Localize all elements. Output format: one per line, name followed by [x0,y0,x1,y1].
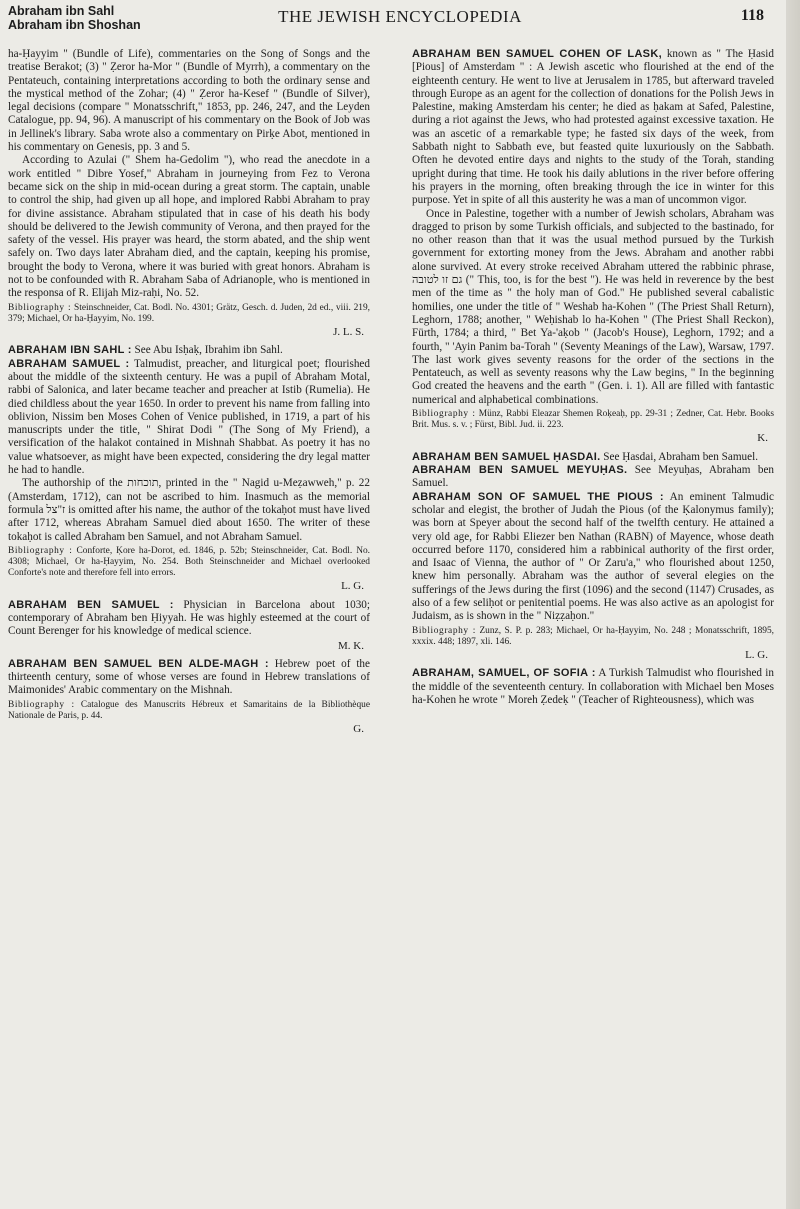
bibliography-text: Catalogue des Manuscrits Hébreux et Samaritains de la Bibliothèque Nationale de Paris, p. 44. [8,699,370,721]
entry [8,658,370,698]
bibliography-label: Bibliography : [412,409,476,420]
entry-title: ABRAHAM BEN SAMUEL MEYUḤAS. [412,464,628,477]
bibliography-label: Bibliography : [8,699,75,710]
bibliography [8,303,370,325]
page-edge [786,0,800,1209]
running-head-last-entry: Abraham ibn Shoshan [8,18,141,32]
entry [8,599,370,639]
entry [412,464,774,491]
bibliography-text: Zunz, S. P. p. 283; Michael, Or ha-Ḥayyim, No. 248 ; Monatsschrift, 1895, xxxix. 448; 1897, xli. 146. [412,625,775,647]
author-initials: L. G. [745,648,768,661]
entry-title: ABRAHAM BEN SAMUEL BEN ALDE-MAGH : [8,657,269,670]
entry [8,344,370,357]
page-header [0,0,800,48]
entry-title: ABRAHAM SAMUEL : [8,357,130,370]
bibliography-label: Bibliography : [412,625,476,636]
entry-text: A Turkish Talmudist who flourished in the middle of the seventeenth century. In collaboration with Michael ben Moses ha-Kohen he wrote " Moreh Ẓedeḳ " (Teacher of Righteousness), which was [412,667,774,706]
running-head-first-entry: Abraham ibn Sahl [8,4,115,18]
entry-text: known as " The Ḥasid [Pious] of Amsterdam " : A Jewish ascetic who flourished at the end of the eighteenth century. He went to live at Jerusalem in 1785, but afterward traveled through Europe as an agent for the collection of donations for the Polish Jews in Palestine, making Amsterdam his center; he died as ḥakam at Safed, Palestine, during a riot against the Jews, who had protested against excessive taxation. He was an ascetic of a remarkable type; he fasted six days of the week, from Sabbath night to Sabbath eve, but feasted quite luxuriously on the Sabbath. Often he devoted entire days and nights to the study of the Torah, standing upright during that time. He took his daily ablutions in the river before offering his prayers in the morning, often breaking through the ice in winter for this purpose. Yet in spite of all this austerity he was a man of uncommon vigor. [412,48,774,207]
entry-text: Physician in Barcelona about 1030; contemporary of Abraham ben Ḥiyyah. He was highly esteemed at the court of Count Berenger for his knowledge of medical science. [8,598,370,638]
author-initials: M. K. [338,639,364,652]
entry [412,667,774,707]
author-initials: L. G. [341,580,364,593]
bibliography [8,546,370,580]
entry-title: ABRAHAM, SAMUEL, OF SOFIA : [412,667,596,680]
bibliography [412,409,774,431]
entry-text: Talmudist, preacher, and liturgical poet; flourished about the middle of the sixteenth century. He was a pupil of Abraham Motal, rabbi of Salonica, and later became teacher and preacher at Istib (Rumelia). He died childless about the year 1650. In order to prevent his name from falling into oblivion, Nissim ben Moses Cohen of Venice published, in 1719, a part of his manuscripts under the title, " Shirat Dodi " (The Song of My Friend), a versification of the halakot contained in Mishnah Shabbat. As poetry it has no value whatsoever, as might have been expected, considering the dry legal matter he had to handle. [8,357,370,477]
entry [412,451,774,464]
left-column [8,48,370,741]
page-number: 118 [740,7,764,24]
bibliography-text: Steinschneider, Cat. Bodl. No. 4301; Grätz, Gesch. d. Juden, 2d ed., viii. 219, 379; Michael, Or ha-Ḥayyim, No. 199. [8,302,370,324]
bibliography-label: Bibliography : [8,302,72,313]
entry-text: See Meyuḥas, Abraham ben Samuel. [412,464,774,490]
entry-text: See Ḥasdai, Abraham ben Samuel. [603,450,759,463]
entry [412,48,774,208]
author-initials: J. L. S. [333,326,364,339]
entry-title: ABRAHAM BEN SAMUEL : [8,598,174,611]
author-initials: K. [757,432,768,445]
entry-title: ABRAHAM SON OF SAMUEL THE PIOUS : [412,490,664,503]
bibliography-label: Bibliography : [8,545,73,556]
publication-title: THE JEWISH ENCYCLOPEDIA [278,7,522,26]
entry [412,491,774,624]
paragraph: The authorship of the תוכחות, printed in the " Nagid u-Meẓawweh," p. 22 (Amsterdam, 1712), can not be ascribed to him. Inasmuch as the memorial formula ז"צל is omitted after his name, the author of the tokaḥot must have lived after 1712, whereas Abraham Samuel died about 1650. The writer of these tokaḥot is called Abraham ben Samuel, and not Abraham Samuel. [8,477,371,543]
bibliography-text: Münz, Rabbi Eleazar Shemen Roḳeaḥ, pp. 29-31 ; Zedner, Cat. Hebr. Books Brit. Mus. s. v. ; Fürst, Bibl. Jud. ii. 223. [412,409,774,431]
bibliography-text: Conforte, Ḳore ha-Dorot, ed. 1846, p. 52b; Steinschneider, Cat. Bodl. No. 4308; Michael, Or ha-Ḥayyim, No. 254. Both Steinschneider and Michael overlooked Conforte's note and therefore fell into errors. [8,545,371,579]
paragraph: ha-Ḥayyim " (Bundle of Life), commentaries on the Song of Songs and the treatise Berakot; (3) " Ẓeror ha-Mor " (Bundle of Myrrh), a commentary on the Pentateuch, containing interpretations according to both the ordinary sense and the mystical method of the Zohar; (4) " Ẓeror ha-Kesef " (Bundle of Silver), legal decisions (compare " Monatsschrift," 1853, pp. 246, 247, and the Leyden Catalogue, pp. 94, 96). A manuscript of his commentary on the Book of Job was in Jellinek's library. Saba wrote also a commentary on Pirḳe Abot, mentioned in his commentary on Genesis, pp. 3 and 5. [8,48,370,154]
bibliography [412,626,774,648]
entry-text: An eminent Talmudic scholar and elegist, the brother of Judah the Pious (of the Ḳalonymus family); was born at Speyer about the second half of the twelfth century. He attained a very old age, for Rabbi Eliezer ben Nathan (RABN) of Mayence, whose death occurred before 1170, considered him a rabbinical authority of the first order, and Isaac of Vienna, the author of " Or Zaru'a," who flourished about 1250, knew him personally. Abraham was the author of several elegies on the sufferings of the Jews during the first (1096) and the second (1147) Crusades, as also of a few seliḥot or penitential poems. He was also active as an apologist for Judaism, as is shown in the " Niẓẓaḥon." [412,490,774,623]
entry-text: Hebrew poet of the thirteenth century, some of whose verses are found in Hebrew translations of Maimonides' Arabic commentary on the Mishnah. [8,657,370,697]
entry-text: See Abu Isḥaḳ, Ibrahim ibn Sahl. [134,344,283,357]
author-initials: G. [353,723,364,736]
paragraph: According to Azulai (" Shem ha-Gedolim "), who read the anecdote in a work entitled " Dibre Yosef," Abraham in journeying from Fez to Verona became sick on the ship in mid-ocean during a great storm. The captain, unable to control the ship, had given up all hope, and implored Rabbi Abraham to pray for divine assistance. Abraham stipulated that in case of his death his body should be delivered to the Jewish community of Verona, and then prayed for the safety of the vessel. His prayer was heard, the storm abated, and the ship went safely on. Two days later Abraham died, and the captain, keeping his promise, brought the body to Verona, where it was buried with great honors. Abraham is not to be confounded with R. Abraham Saba of Adrianople, who is mentioned in the responsa of R. Elijah Miz-raḥi, No. 52. [8,154,370,300]
entry-title: ABRAHAM IBN SAHL : [8,344,132,357]
right-column [412,48,774,707]
entry-title: ABRAHAM BEN SAMUEL COHEN OF LASK, [412,48,662,60]
bibliography [8,700,370,722]
paragraph: Once in Palestine, together with a number of Jewish scholars, Abraham was dragged to prison by some Turkish officials, and subjected to the bastinado, for no other reason than that it was the usual method pursued by the Turkish government for extorting money from the Jews. Abraham and another rabbi alone survived. At every stroke received Abraham uttered the rabbinic phrase, גם זו לטובה (" This, too, is for the best "). He was held in reverence by the best men of the time as " the holy man of God." He published several cabalistic homilies, one under the title of " Weshab ha-Kohen " (The Priest Shall Return), Leghorn, 1788; another, " Weḥishab lo ha-Kohen " (The Priest Shall Reckon), Fürth, 1784; a third, " Bet Ya-'aḳob " (Jacob's House), Leghorn, 1792; and a fourth, " 'Ayin Panim ba-Torah " (Seventy Meanings of the Law), Warsaw, 1797. The last work gives seventy reasons for the order of the sections in the Pentateuch, as well as seventy reasons why the Law begins, " In the beginning God created the heavens and the earth " (Gen. i. 1). All are filled with fantastic numerical and alphabetical combinations. [412,207,774,406]
entry-title: ABRAHAM BEN SAMUEL ḤASDAI. [412,450,601,463]
entry [8,358,370,478]
